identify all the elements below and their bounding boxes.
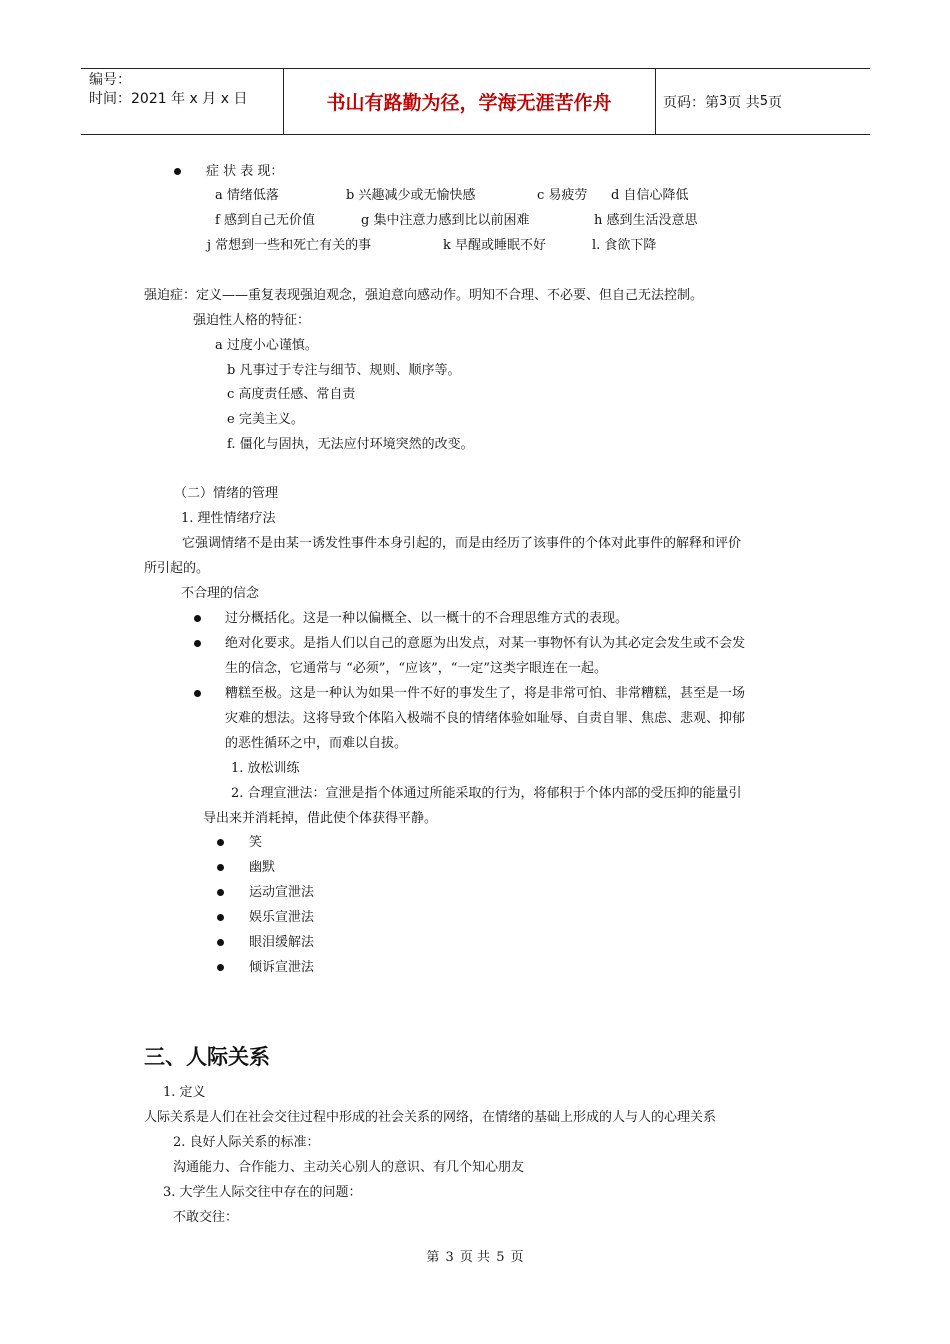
page-total: 5 — [759, 94, 769, 109]
symptom-a: a 情绪低落 — [215, 188, 279, 203]
belief-item: 的恶性循环之中，而难以自拔。 — [225, 736, 408, 751]
relations-def-title: 1. 定义 — [163, 1085, 206, 1100]
ocd-trait: a 过度小心谨慎。 — [215, 338, 318, 353]
header-table — [81, 68, 870, 135]
bullet-icon — [174, 168, 181, 175]
bullet-icon — [217, 914, 224, 921]
relations-good-text: 沟通能力、合作能力、主动关心别人的意识、有几个知心朋友 — [173, 1160, 525, 1175]
number-label: 编号： — [89, 72, 131, 88]
relations-problems-title: 3. 大学生人际交往中存在的问题： — [163, 1185, 362, 1200]
vent-method-item: 运动宣泄法 — [249, 885, 315, 900]
vent-method-item: 倾诉宣泄法 — [249, 960, 315, 975]
symptom-f: f 感到自己无价值 — [215, 213, 315, 228]
symptom-h: h 感到生活没意思 — [594, 213, 698, 228]
vent-method-item: 笑 — [249, 835, 263, 850]
symptom-g: g 集中注意力感到比以前困难 — [361, 213, 530, 228]
page-prefix: 页码：第 — [663, 94, 719, 111]
ocd-definition: 强迫症：定义——重复表现强迫观念，强迫意向感动作。明知不合理、不必要、但自己无法控制。 — [144, 288, 704, 303]
header-divider-2 — [655, 68, 656, 135]
relaxation-training: 1. 放松训练 — [231, 761, 300, 776]
bullet-icon — [217, 939, 224, 946]
section-title-emotion-management: （二）情绪的管理 — [174, 486, 279, 501]
header-page-info — [663, 68, 782, 135]
irrational-beliefs-title: 不合理的信念 — [181, 586, 260, 601]
bullet-icon — [217, 839, 224, 846]
footer-suffix: 页 — [510, 1250, 524, 1265]
belief-item: 糟糕至极。这是一种认为如果一件不好的事发生了，将是非常可怕、非常糟糕，甚至是一场 — [225, 686, 746, 701]
bullet-icon — [217, 864, 224, 871]
relations-problem-item: 不敢交往： — [173, 1210, 239, 1225]
venting-method: 2. 合理宣泄法：宣泄是指个体通过所能采取的行为，将郁积于个体内部的受压抑的能量引 — [231, 786, 742, 801]
section-heading-relations: 三、人际关系 — [144, 1045, 270, 1069]
vent-method-item: 娱乐宣泄法 — [249, 910, 315, 925]
time-label: 时间： — [89, 91, 131, 107]
symptom-b: b 兴趣减少或无愉快感 — [346, 188, 476, 203]
ocd-trait: c 高度责任感、常自责 — [227, 387, 356, 402]
symptom-l: l. 食欲下降 — [592, 238, 657, 253]
symptom-c: c 易疲劳 — [537, 188, 588, 203]
footer-prefix: 第 — [426, 1250, 440, 1265]
belief-item: 绝对化要求。是指人们以自己的意愿为出发点，对某一事物怀有认为其必定会发生或不会发 — [225, 636, 746, 651]
rational-therapy-title: 1. 理性情绪疗法 — [181, 511, 276, 526]
ocd-trait: f. 僵化与固执，无法应付环境突然的改变。 — [227, 437, 474, 452]
footer-total: 5 — [496, 1250, 505, 1265]
page-mid: 页 共 — [727, 94, 760, 111]
symptom-j: j 常想到一些和死亡有关的事 — [207, 238, 372, 253]
rational-therapy-text: 它强调情绪不是由某一诱发性事件本身引起的，而是由经历了该事件的个体对此事件的解释和评价 — [182, 536, 742, 551]
page-suffix: 页 — [768, 94, 783, 111]
motto: 书山有路勤为径，学海无涯苦作舟 — [326, 92, 612, 114]
rational-therapy-text: 所引起的。 — [144, 561, 210, 576]
ocd-traits-title: 强迫性人格的特征： — [193, 313, 311, 328]
symptom-d: d 自信心降低 — [611, 188, 689, 203]
bullet-icon — [217, 889, 224, 896]
belief-item: 过分概括化。这是一种以偏概全、以一概十的不合理思维方式的表现。 — [225, 611, 629, 626]
footer-mid: 页 共 — [459, 1250, 491, 1265]
bullet-icon — [194, 690, 201, 697]
relations-good-title: 2. 良好人际关系的标准： — [173, 1135, 320, 1150]
header-left-cell — [89, 71, 247, 109]
vent-method-item: 幽默 — [249, 860, 276, 875]
relations-def-text: 人际关系是人们在社会交往过程中形成的社会关系的网络，在情绪的基础上形成的人与人的心理关系 — [144, 1110, 717, 1125]
ocd-trait: e 完美主义。 — [227, 412, 304, 427]
venting-method: 导出来并消耗掉，借此使个体获得平静。 — [203, 811, 438, 826]
page-current: 3 — [719, 94, 728, 109]
belief-item: 生的信念，它通常与 “必须”，“应该”，“一定”这类字眼连在一起。 — [225, 661, 608, 676]
vent-method-item: 眼泪缓解法 — [249, 935, 315, 950]
bullet-icon — [194, 615, 201, 622]
belief-item: 灾难的想法。这将导致个体陷入极端不良的情绪体验如耻辱、自责自罪、焦虑、悲观、抑郁 — [225, 711, 746, 726]
footer-current: 3 — [445, 1250, 454, 1265]
symptom-k: k 早醒或睡眠不好 — [443, 238, 547, 253]
time-value: 2021 年 x 月 x 日 — [131, 91, 248, 107]
bullet-icon — [217, 964, 224, 971]
bullet-icon — [194, 640, 201, 647]
page-footer — [0, 1246, 950, 1265]
time-line — [89, 90, 247, 109]
ocd-trait: b 凡事过于专注与细节、规则、顺序等。 — [227, 363, 461, 378]
symptoms-title: 症 状 表 现： — [206, 164, 284, 179]
